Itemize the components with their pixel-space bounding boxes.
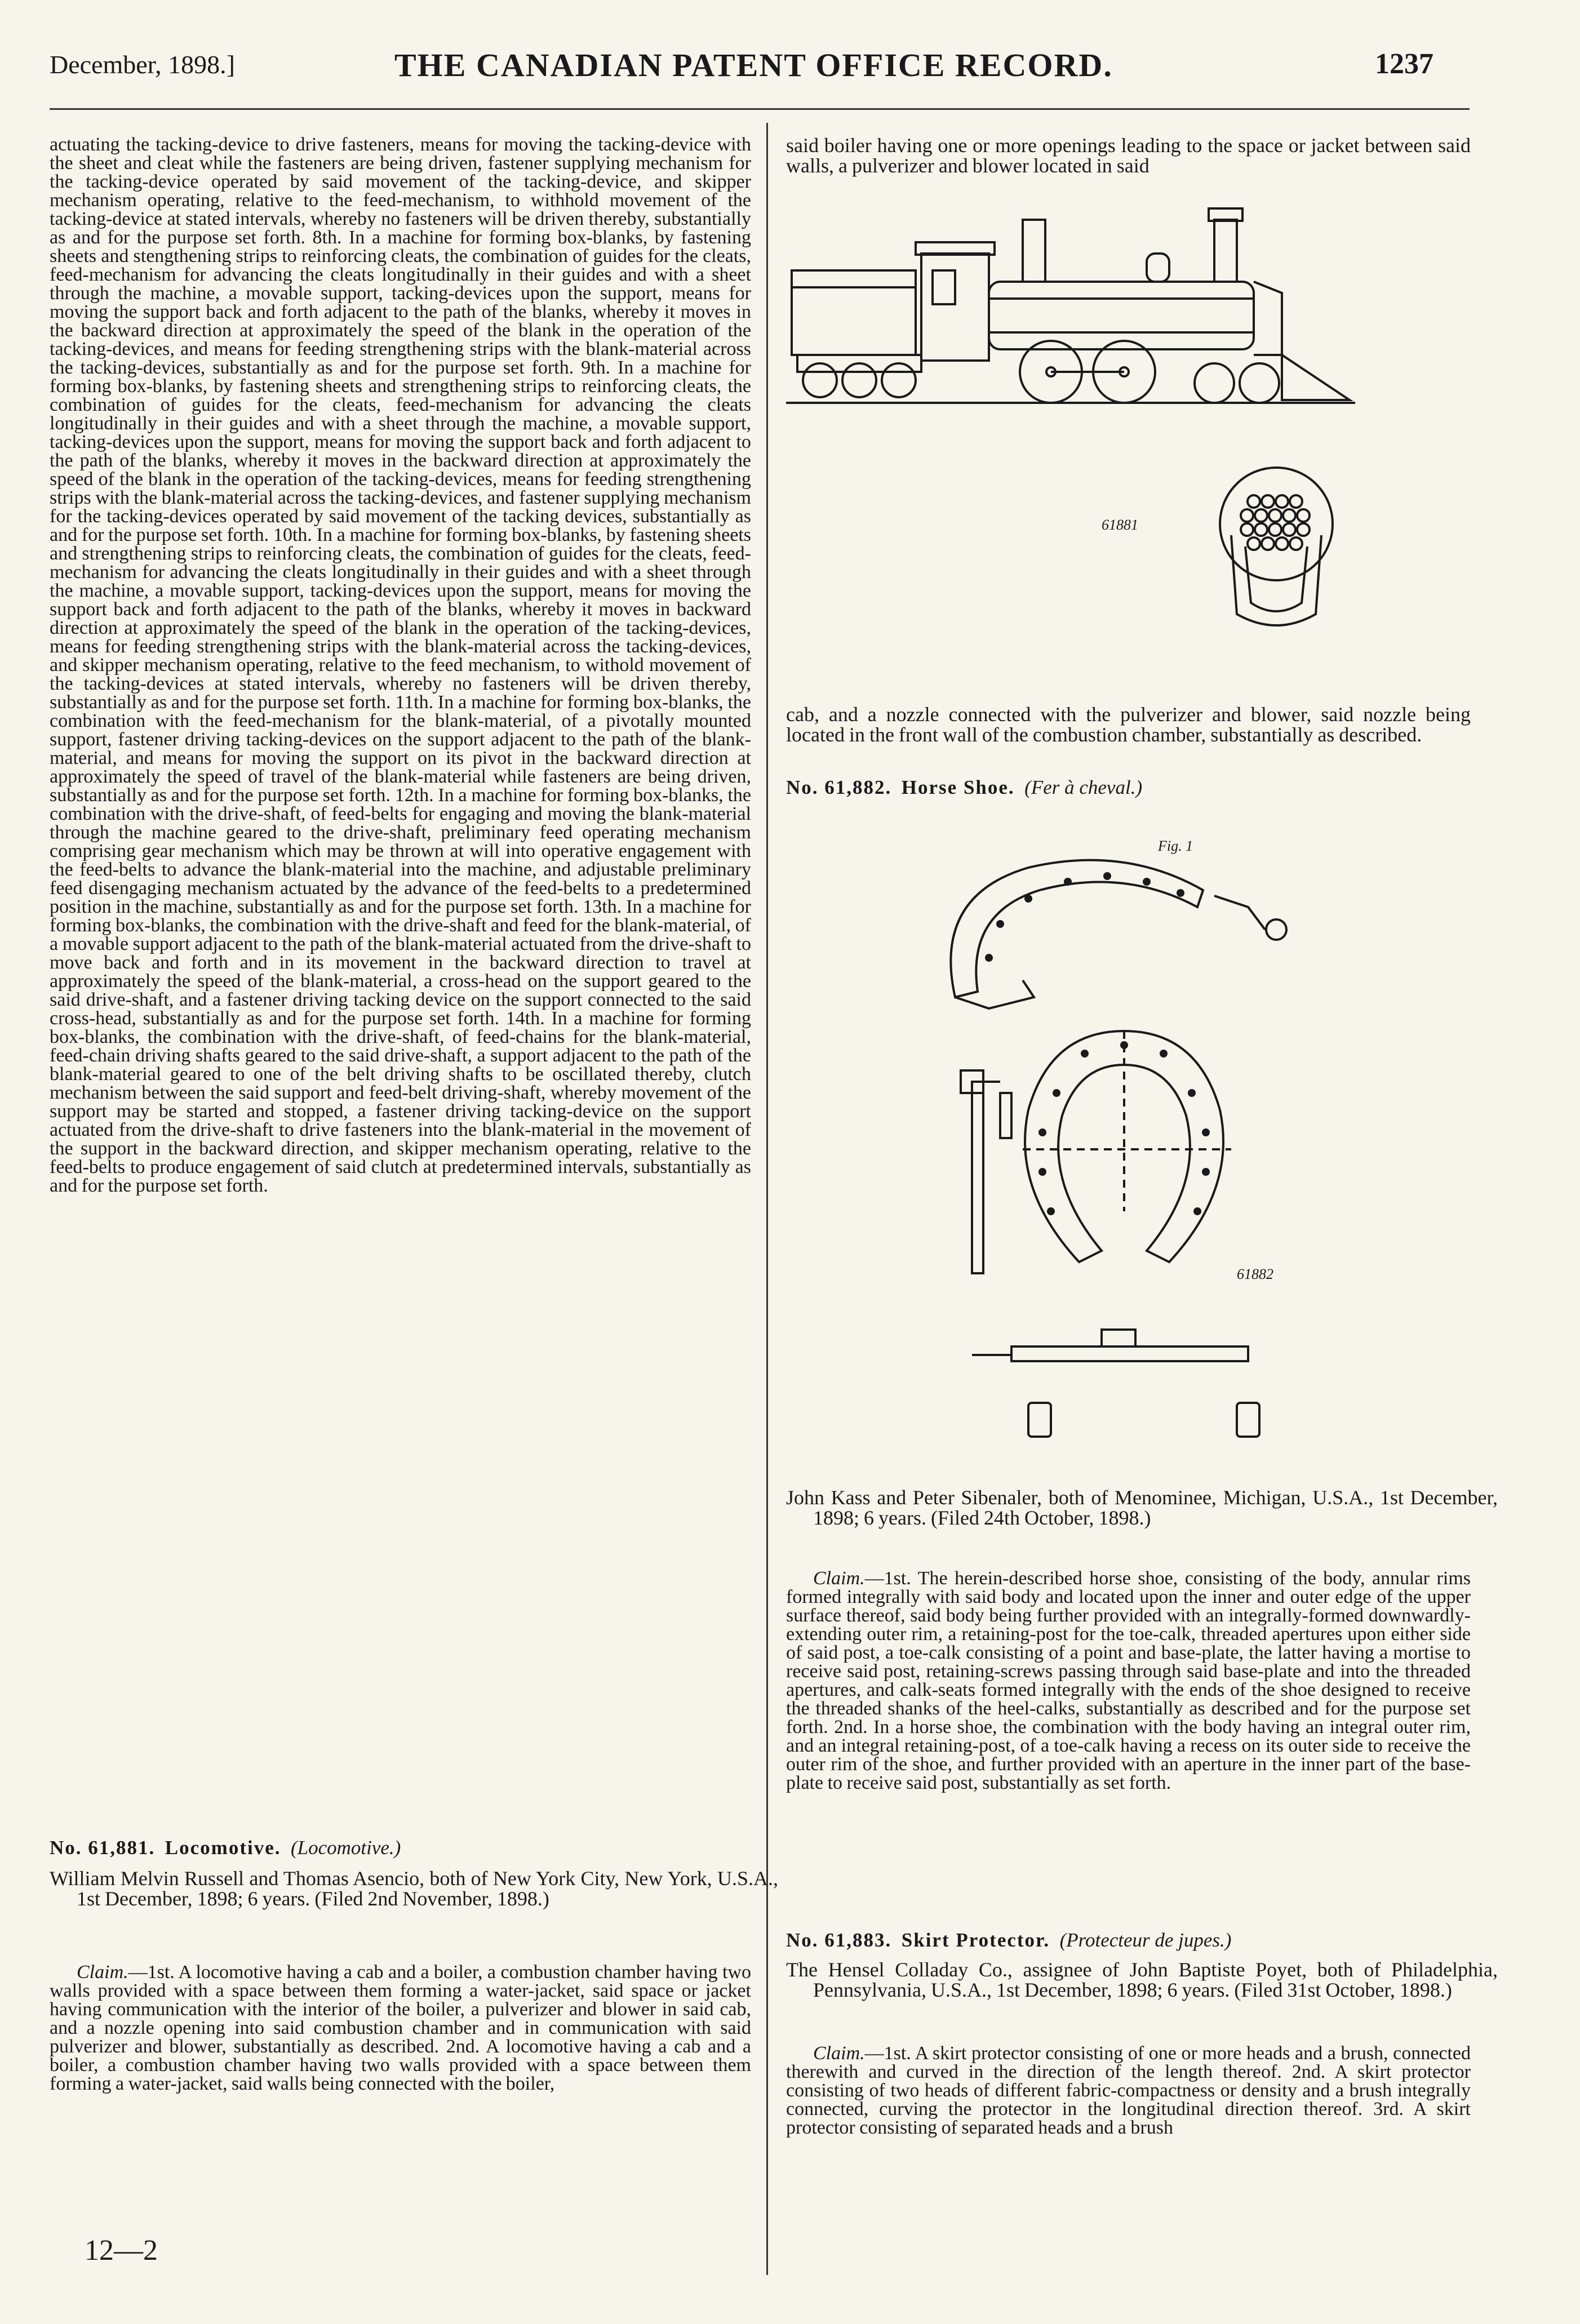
patent-61881-claim-label: Claim. xyxy=(77,1963,128,1983)
patent-61883-inventors-text: The Hensel Colladay Co., assignee of John Baptiste Poyet, both of Philadelphia, Pennsylvania, U.S.A., 1st December, 1898; 6 years. (Filed 31st October, 1898.) xyxy=(786,1959,1498,2001)
horse-shoe-figure xyxy=(786,817,1471,1470)
patent-61883-number: No. 61,883. xyxy=(786,1929,892,1951)
patent-61882-inventors-text: John Kass and Peter Sibenaler, both of Menominee, Michigan, U.S.A., 1st December, 1898; 6 years. (Filed 24th October, 1898.) xyxy=(786,1487,1498,1529)
patent-61881-french: (Locomotive.) xyxy=(290,1837,401,1859)
right-continued-top-text: said boiler having one or more openings leading to the space or jacket between said walls, a pulverizer and blower located in said xyxy=(786,135,1471,177)
patent-61881-claim-text: —1st. A locomotive having a cab and a boiler, a combustion chamber having two walls provided with a space between them forming a water-jacket, said space or jacket having communication with the interior of the boiler, a pulverizer and blower in said cab, and a nozzle opening into said combustion chamber and in communication with said pulverizer and blower, substantially as described. 2nd. A locomotive having a cab and a boiler, a combustion chamber having two walls provided with a space between them forming a water-jacket, said walls being connected with the boiler, xyxy=(50,1963,751,2094)
patent-61881-number: No. 61,881. xyxy=(50,1837,156,1859)
patent-61883-title: Skirt Protector. xyxy=(901,1929,1050,1951)
right-continued-after-figure xyxy=(786,704,1471,772)
patent-61882-claim xyxy=(786,1569,1471,1908)
patent-61883-heading xyxy=(786,1930,1231,1950)
patent-61881-title: Locomotive. xyxy=(165,1837,281,1859)
header-date: December, 1898.] xyxy=(50,50,235,79)
heel-calk-left xyxy=(1028,1403,1051,1437)
left-continued-claims xyxy=(50,135,751,1810)
footer-signature: 12—2 xyxy=(85,2234,158,2267)
toe-calk-section xyxy=(1011,1347,1248,1361)
patent-61882-heading xyxy=(786,777,1142,798)
header-rule xyxy=(50,108,1470,110)
patent-61883-claim-label: Claim. xyxy=(813,2044,865,2064)
patent-61883-claim-text: —1st. A skirt protector consisting of one or more heads and a brush, connected therewith and curved in the direction of the length thereof. 2nd. A skirt protector consisting of two heads of different fabric-compactness or density and a brush integrally connected, curving the protector in the longitudinal direction thereof. 3rd. A skirt protector consisting of separated heads and a brush xyxy=(786,2044,1471,2138)
patent-61883-claim xyxy=(786,2044,1471,2175)
tender-body xyxy=(792,270,916,355)
patent-61882-inventors xyxy=(786,1487,1498,1566)
fig-1-mark: Fig. 1 xyxy=(1158,838,1193,854)
patent-61881-inventors-text: William Melvin Russell and Thomas Asencio, both of New York City, New York, U.S.A., 1st December, 1898; 6 years. (Filed 2nd November, 1898.) xyxy=(50,1868,778,1910)
patent-61881-claim xyxy=(50,1963,751,2172)
patent-61882-french: (Fer à cheval.) xyxy=(1024,776,1143,798)
header-page-number: 1237 xyxy=(1375,48,1433,80)
horse-shoe-perspective xyxy=(951,860,1203,997)
right-continued-top xyxy=(786,135,1471,180)
patent-61882-title: Horse Shoe. xyxy=(901,776,1015,798)
patent-61883-inventors xyxy=(786,1959,1498,2038)
locomotive-figure xyxy=(786,186,1471,682)
right-continued-after-figure-text: cab, and a nozzle connected with the pulverizer and blower, said nozzle being located in the front wall of the combustion chamber, substantially as described. xyxy=(786,704,1471,746)
patent-61882-number: No. 61,882. xyxy=(786,776,892,798)
header-title: THE CANADIAN PATENT OFFICE RECORD. xyxy=(394,47,1113,83)
patent-61882-claim-label: Claim. xyxy=(813,1569,865,1589)
continued-claims-text: actuating the tacking-device to drive fasteners, means for moving the tacking-device with the sheet and cleat while the fasteners are being driven, fastener supplying mechanism for the tacking-device operated by said movement of the tacking-device, and skipper mechanism operating, relative to the feed-mechanism, to withhold movement of the tacking-device at stated intervals, whereby no fasteners will be driven thereby, substantially as and for the purpose set forth. 8th. In a machine for forming box-blanks, by fastening sheets and stengthening strips to reinforcing cleats, the combination of guides for the cleats, feed-mechanism for advancing the cleats longitudinally in their guides and with a sheet through the machine, a movable support, tacking-devices upon the support, means for moving the support back and forth adjacent to the path of the blanks, whereby it moves in the backward direction at approximately the speed of the blank in the operation of the tacking-devices, and means for feeding strengthening strips with the blank-material across the tacking-devices, substantially as and for the purpose set forth. 9th. In a machine for forming box-blanks, by fastening sheets and strengthening strips to reinforcing cleats, the combination of guides for the cleats, feed-mechanism for advancing the cleats longitudinally in their guides and with a sheet through the machine, a movable support, tacking-devices upon the support, means for moving the support back and forth adjacent to the path of the blanks, whereby it moves in the backward direction at approximately the speed of the blank in the operation of the tacking-devices, means for feeding strengthening strips with the blank-material across the tacking-devices, and fastener supplying mechanism for the tacking-devices operated by said movement of the tacking devices, substantially as and for the purpose set forth. 10th. In a machine for forming box-blanks, by fastening sheets and strengthening strips to reinforcing cleats, the combination of guides for the cleats, feed-mechanism for advancing the cleats longitudinally in their guides and with a sheet through the machine, a movable support, tacking-devices upon the support, means for moving the support back and forth adjacent to the path of the blanks, whereby it moves in backward direction at approximately the speed of the blank in the operation of the tacking-devices, means for feeding strengthening strips with the blank-material across the tacking-devices, and skipper mechanism operating, relative to the feed mechanism, to withold movement of the tacking-devices at stated intervals, whereby no fasteners will be driven thereby, substantially as and for the purpose set forth. 11th. In a machine for forming box-blanks, the combination with the feed-mechanism for the blank-material, of a pivotally mounted support, fastener driving tacking-devices on the support adjacent to the path of the blank-material, and means for moving the support on its pivot in the backward direction at approximately the speed of travel of the blank-material while fasteners are being driven, substantially as and for the purpose set forth. 12th. In a machine for forming box-blanks, the combination with the drive-shaft, of feed-belts for engaging and moving the blank-material through the machine geared to the drive-shaft, preliminary feed operating mechanism comprising gear mechanism which may be thrown at will into operative engagement with the feed-belts to advance the blank-material into the machine, and adjustable preliminary feed disengaging mechanism actuated by the advance of the feed-belts to a predetermined position in the machine, substantially as and for the purpose set forth. 13th. In a machine for forming box-blanks, the combination with the drive-shaft and feed for the blank-material, of a movable support adjacent to the path of the blank-material actuated from the drive-shaft to move back and forth and in its movement in the backward direction to travel at approximately the speed of the blank-material, a cross-head on the support geared to the said drive-shaft, and a fastener driving tacking device on the support connected to the said cross-head, substantially as and for the purpose set forth. 14th. In a machine for forming box-blanks, the combination with the drive-shaft, of feed-chains for the blank-material, feed-chain driving shafts geared to the said drive-shaft, a support adjacent to the path of the blank-material geared to one of the belt driving shafts to be oscillated thereby, clutch mechanism between the said support and feed-belt driving-shaft, whereby movement of the support may be started and stopped, a fastener driving tacking-device on the support actuated from the drive-shaft to drive fasteners into the blank-material in the movement of the support in the backward direction, and skipper mechanism operating, relative to the feed-belts to produce engagement of said clutch at predetermined intervals, substantially as and for the purpose set forth. xyxy=(50,135,751,1196)
patent-61882-claim-text: —1st. The herein-described horse shoe, consisting of the body, annular rims formed integrally with said body and located upon the inner and outer edge of the upper surface thereof, said body being further provided with an integrally-formed downwardly-extending outer rim, a retaining-post for the toe-calk, threaded apertures upon either side of said post, a toe-calk consisting of a point and base-plate, the latter having a mortise to receive said post, retaining-screws passing through said base-plate and into the threaded apertures, and calk-seats formed integrally with the ends of the shoe designed to receive the threaded shanks of the heel-calks, substantially as described and for the purpose set forth. 2nd. In a horse shoe, the combination with the body having an integral outer rim, and an integral retaining-post, of a toe-calk having a recess on its outer side to receive the outer rim of the shoe, and further provided with an aperture in the inner part of the base-plate to receive said post, substantially as set forth. xyxy=(786,1569,1471,1793)
calk-side-view xyxy=(972,1082,983,1273)
patent-61881-heading xyxy=(50,1838,401,1858)
figure-61882-label: 61882 xyxy=(1237,1266,1273,1282)
heel-calk-right xyxy=(1237,1403,1259,1437)
patent-61881-inventors xyxy=(50,1868,778,1947)
figure-61881-label: 61881 xyxy=(1102,517,1138,533)
boiler xyxy=(989,282,1254,349)
column-rule xyxy=(766,123,768,2275)
patent-61883-french: (Protecteur de jupes.) xyxy=(1059,1929,1232,1951)
